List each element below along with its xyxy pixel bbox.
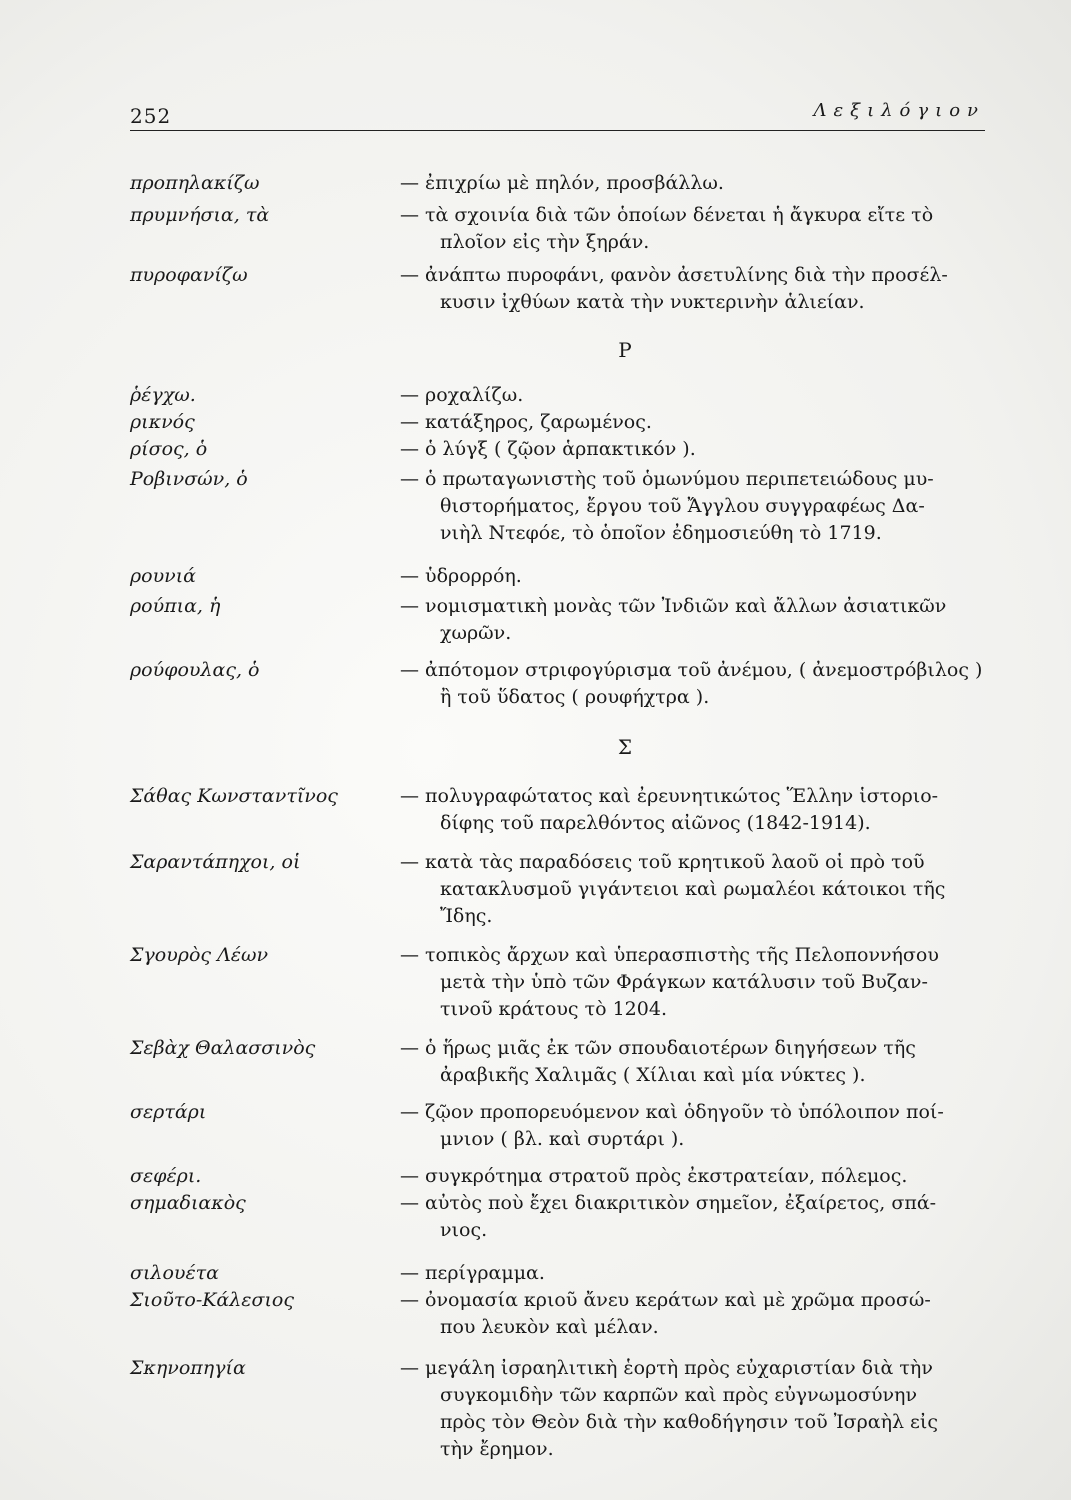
entry-term: σιλουέτα <box>130 1262 219 1284</box>
definition-line: πλοῖον εἰς τὴν ξηράν. <box>440 231 650 253</box>
definition-line: χωρῶν. <box>440 622 512 644</box>
definition-line: — ροχαλίζω. <box>400 384 524 406</box>
entry-term: ρίσος, ὁ <box>130 438 208 460</box>
definition-line: θιστορήματος, ἔργου τοῦ Ἄγγλου συγγραφέως Δα- <box>440 495 925 517</box>
definition-line: δίφης τοῦ παρελθόντος αἰῶνος (1842-1914). <box>440 812 871 834</box>
glossary-entry <box>130 436 990 463</box>
entry-definition <box>400 1260 990 1287</box>
entry-definition <box>400 593 990 647</box>
entry-definition <box>400 942 990 1023</box>
glossary-entry <box>130 657 990 711</box>
glossary-entry <box>130 202 990 256</box>
definition-line: — περίγραμμα. <box>400 1262 545 1284</box>
definition-line: — πολυγραφώτατος καὶ ἐρευνητικώτος Ἕλλην ἱστοριο- <box>400 785 939 807</box>
definition-line: μετὰ τὴν ὑπὸ τῶν Φράγκων κατάλυσιν τοῦ Βυζαν- <box>440 971 928 993</box>
entry-term: ρούπια, ἡ <box>130 595 221 617</box>
definition-line: — τὰ σχοινία διὰ τῶν ὁποίων δένεται ἡ ἄγκυρα εἴτε τὸ <box>400 204 934 226</box>
entry-definition <box>400 783 990 837</box>
definition-line: Ἴδης. <box>440 905 493 927</box>
glossary-entry <box>130 593 990 647</box>
entry-definition <box>400 382 990 409</box>
definition-line: κατακλυσμοῦ γιγάντειοι καὶ ρωμαλέοι κάτοικοι τῆς <box>440 878 946 900</box>
entry-definition <box>400 170 990 197</box>
definition-line: — μεγάλη ἰσραηλιτικὴ ἑορτὴ πρὸς εὐχαριστίαν διὰ τὴν <box>400 1357 933 1379</box>
entry-definition <box>400 1355 990 1463</box>
glossary-entry <box>130 1099 990 1153</box>
glossary-entry <box>130 1163 990 1190</box>
definition-line: κυσιν ἰχθύων κατὰ τὴν νυκτερινὴν ἁλιείαν. <box>440 291 865 313</box>
definition-line: — ἐπιχρίω μὲ πηλόν, προσβάλλω. <box>400 172 724 194</box>
glossary-entry <box>130 1190 990 1244</box>
definition-line: — ἀνάπτω πυροφάνι, φανὸν ἀσετυλίνης διὰ τὴν προσέλ- <box>400 264 948 286</box>
entry-definition <box>400 1163 990 1190</box>
definition-line: πρὸς τὸν Θεὸν διὰ τὴν καθοδήγησιν τοῦ Ἰσραὴλ εἰς <box>440 1411 938 1433</box>
definition-line: — ὑδρορρόη. <box>400 565 522 587</box>
entry-definition <box>400 262 990 316</box>
entry-definition <box>400 1035 990 1089</box>
glossary-entry <box>130 1355 990 1463</box>
entry-term: Σιοῦτο-Κάλεσιος <box>130 1289 295 1311</box>
definition-line: — ζῷον προπορευόμενον καὶ ὁδηγοῦν τὸ ὑπόλοιπον ποί- <box>400 1101 944 1123</box>
glossary-entry <box>130 1287 990 1341</box>
entry-term: σεφέρι. <box>130 1165 202 1187</box>
section-letter-sigma: Σ <box>617 735 633 759</box>
entry-term: Σάθας Κωνσταντῖνος <box>130 785 338 807</box>
entry-group-rho <box>130 382 990 711</box>
definition-line: — ὁ πρωταγωνιστὴς τοῦ ὁμωνύμου περιπετειώδους μυ- <box>400 468 934 490</box>
definition-line: — τοπικὸς ἄρχων καὶ ὑπερασπιστὴς τῆς Πελοποννήσου <box>400 944 939 966</box>
definition-line: — ὁ ἥρως μιᾶς ἐκ τῶν σπουδαιοτέρων διηγήσεων τῆς <box>400 1037 916 1059</box>
definition-line: τὴν ἔρημον. <box>440 1438 554 1460</box>
entry-group-pi <box>130 170 990 316</box>
definition-line: — ὁ λύγξ ( ζῷον ἁρπακτικόν ). <box>400 438 696 460</box>
glossary-entry <box>130 466 990 547</box>
page-number: 252 <box>130 104 172 128</box>
glossary-entry <box>130 1035 990 1089</box>
entry-term: ρούφουλας, ὁ <box>130 659 260 681</box>
definition-line: — ἀπότομον στριφογύρισμα τοῦ ἀνέμου, ( ἀνεμοστρόβιλος ) <box>400 659 983 681</box>
entry-term: Σεβὰχ Θαλασσινὸς <box>130 1037 316 1059</box>
glossary-entry <box>130 783 990 837</box>
definition-line: ἀραβικῆς Χαλιμᾶς ( Χίλιαι καὶ μία νύκτες ). <box>440 1064 866 1086</box>
definition-line: — αὐτὸς ποὺ ἔχει διακριτικὸν σημεῖον, ἐξαίρετος, σπά- <box>400 1192 937 1214</box>
entry-term: ῥέγχω. <box>130 384 196 406</box>
glossary-entry <box>130 1260 990 1287</box>
definition-line: — κατάξηρος, ζαρωμένος. <box>400 411 652 433</box>
section-letter-rho: Ρ <box>618 338 632 362</box>
entry-definition <box>400 436 990 463</box>
glossary-entries <box>130 170 990 1463</box>
glossary-entry <box>130 563 990 590</box>
page-header <box>130 94 985 131</box>
entry-definition <box>400 1190 990 1244</box>
running-title: Λεξιλόγιον <box>813 100 985 121</box>
entry-definition <box>400 657 990 711</box>
glossary-entry <box>130 409 990 436</box>
definition-line: συγκομιδὴν τῶν καρπῶν καὶ πρὸς εὐγνωμοσύνην <box>440 1384 917 1406</box>
definition-line: νιὴλ Ντεφόε, τὸ ὁποῖον ἐδημοσιεύθη τὸ 1719. <box>440 522 882 544</box>
definition-line: ἢ τοῦ ὕδατος ( ρουφήχτρα ). <box>440 686 710 708</box>
entry-definition <box>400 1099 990 1153</box>
glossary-entry <box>130 262 990 316</box>
entry-term: Σγουρὸς Λέων <box>130 944 269 966</box>
entry-term: πυροφανίζω <box>130 264 248 286</box>
definition-line: — κατὰ τὰς παραδόσεις τοῦ κρητικοῦ λαοῦ οἱ πρὸ τοῦ <box>400 851 925 873</box>
entry-term: πρυμνήσια, τὰ <box>130 204 270 226</box>
definition-line: — συγκρότημα στρατοῦ πρὸς ἐκστρατείαν, πόλεμος. <box>400 1165 908 1187</box>
entry-definition <box>400 409 990 436</box>
entry-term: σημαδιακὸς <box>130 1192 246 1214</box>
entry-term: Σαραντάπηχοι, οἱ <box>130 851 301 873</box>
entry-term: Σκηνοπηγία <box>130 1357 246 1379</box>
definition-line: που λευκὸν καὶ μέλαν. <box>440 1316 659 1338</box>
entry-term: Ροβινσών, ὁ <box>130 468 248 490</box>
definition-line: — νομισματικὴ μονὰς τῶν Ἰνδιῶν καὶ ἄλλων ἀσιατικῶν <box>400 595 947 617</box>
definition-line: μνιον ( βλ. καὶ συρτάρι ). <box>440 1128 685 1150</box>
entry-definition <box>400 202 990 256</box>
entry-group-sigma <box>130 783 990 1463</box>
entry-term: σερτάρι <box>130 1101 207 1123</box>
glossary-entry <box>130 170 990 197</box>
glossary-entry <box>130 942 990 1023</box>
entry-term: ρουνιά <box>130 565 196 587</box>
entry-term: ρικνός <box>130 411 195 433</box>
definition-line: — ὀνομασία κριοῦ ἄνευ κεράτων καὶ μὲ χρῶμα προσώ- <box>400 1289 931 1311</box>
entry-definition <box>400 563 990 590</box>
definition-line: νιος. <box>440 1219 488 1241</box>
entry-definition <box>400 1287 990 1341</box>
entry-definition <box>400 466 990 547</box>
glossary-entry <box>130 382 990 409</box>
definition-line: τινοῦ κράτους τὸ 1204. <box>440 998 667 1020</box>
glossary-entry <box>130 849 990 930</box>
entry-term: προπηλακίζω <box>130 172 260 194</box>
entry-definition <box>400 849 990 930</box>
